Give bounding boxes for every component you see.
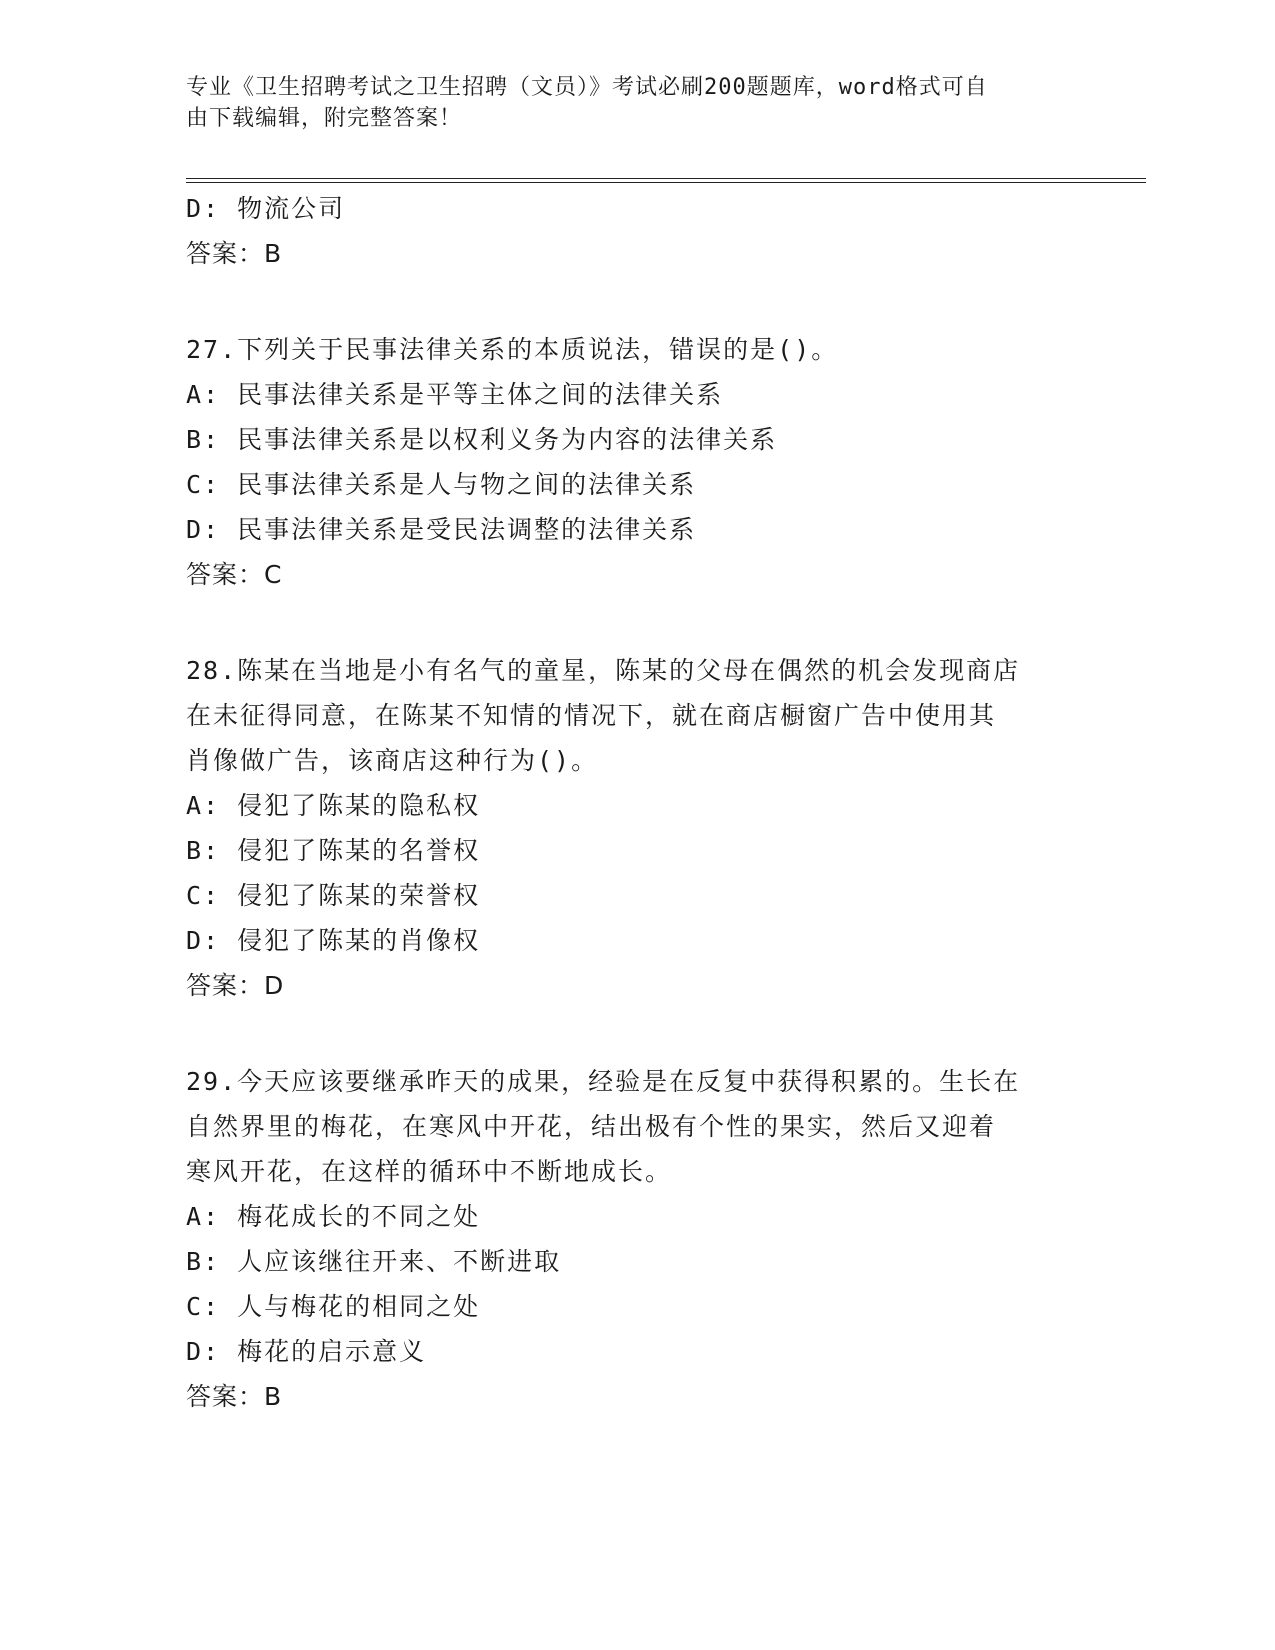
question-line: 29.今天应该要继承昨天的成果，经验是在反复中获得积累的。生长在 xyxy=(186,1067,1021,1096)
spacer xyxy=(186,597,1086,648)
option-d: D: 梅花的启示意义 xyxy=(186,1337,427,1366)
header-rule-top xyxy=(186,178,1146,179)
header-line: 由下载编辑，附完整答案！ xyxy=(186,106,463,131)
question-block-27 xyxy=(186,327,1086,597)
question-block-29 xyxy=(186,1059,1086,1419)
option-d: D: 侵犯了陈某的肖像权 xyxy=(186,926,481,955)
question-line: 27.下列关于民事法律关系的本质说法，错误的是()。 xyxy=(186,335,839,364)
option-c: C: 民事法律关系是人与物之间的法律关系 xyxy=(186,470,697,499)
option-a: A: 民事法律关系是平等主体之间的法律关系 xyxy=(186,380,724,409)
question-line: 自然界里的梅花，在寒风中开花，结出极有个性的果实，然后又迎着 xyxy=(186,1112,997,1141)
question-line: 肖像做广告，该商店这种行为()。 xyxy=(186,746,599,775)
document-header xyxy=(186,72,1076,134)
question-block-26-tail xyxy=(186,186,1086,276)
header-line: 专业《卫生招聘考试之卫生招聘（文员）》考试必刷200题题库，word格式可自 xyxy=(186,75,988,100)
question-block-28 xyxy=(186,648,1086,1008)
answer-line: 答案：B xyxy=(186,239,283,268)
option-a: A: 侵犯了陈某的隐私权 xyxy=(186,791,481,820)
answer-line: 答案：D xyxy=(186,971,285,1000)
question-line: 在未征得同意，在陈某不知情的情况下，就在商店橱窗广告中使用其 xyxy=(186,701,997,730)
option-b: B: 民事法律关系是以权利义务为内容的法律关系 xyxy=(186,425,778,454)
question-text xyxy=(186,327,1086,372)
option-c: C: 侵犯了陈某的荣誉权 xyxy=(186,881,481,910)
option-b: B: 侵犯了陈某的名誉权 xyxy=(186,836,481,865)
header-rule-bottom xyxy=(186,182,1146,183)
spacer xyxy=(186,1008,1086,1059)
option-d: D: 民事法律关系是受民法调整的法律关系 xyxy=(186,515,697,544)
answer-line: 答案：B xyxy=(186,1382,283,1411)
question-line: 寒风开花，在这样的循环中不断地成长。 xyxy=(186,1157,673,1186)
option-b: B: 人应该继往开来、不断进取 xyxy=(186,1247,562,1276)
document-body xyxy=(186,186,1086,1419)
spacer xyxy=(186,276,1086,327)
question-line: 28.陈某在当地是小有名气的童星，陈某的父母在偶然的机会发现商店 xyxy=(186,656,1021,685)
option-c: C: 人与梅花的相同之处 xyxy=(186,1292,481,1321)
question-text xyxy=(186,648,1086,783)
answer-line: 答案：C xyxy=(186,560,283,589)
option-a: A: 梅花成长的不同之处 xyxy=(186,1202,481,1231)
option-d: D: 物流公司 xyxy=(186,194,346,223)
question-text xyxy=(186,1059,1086,1194)
